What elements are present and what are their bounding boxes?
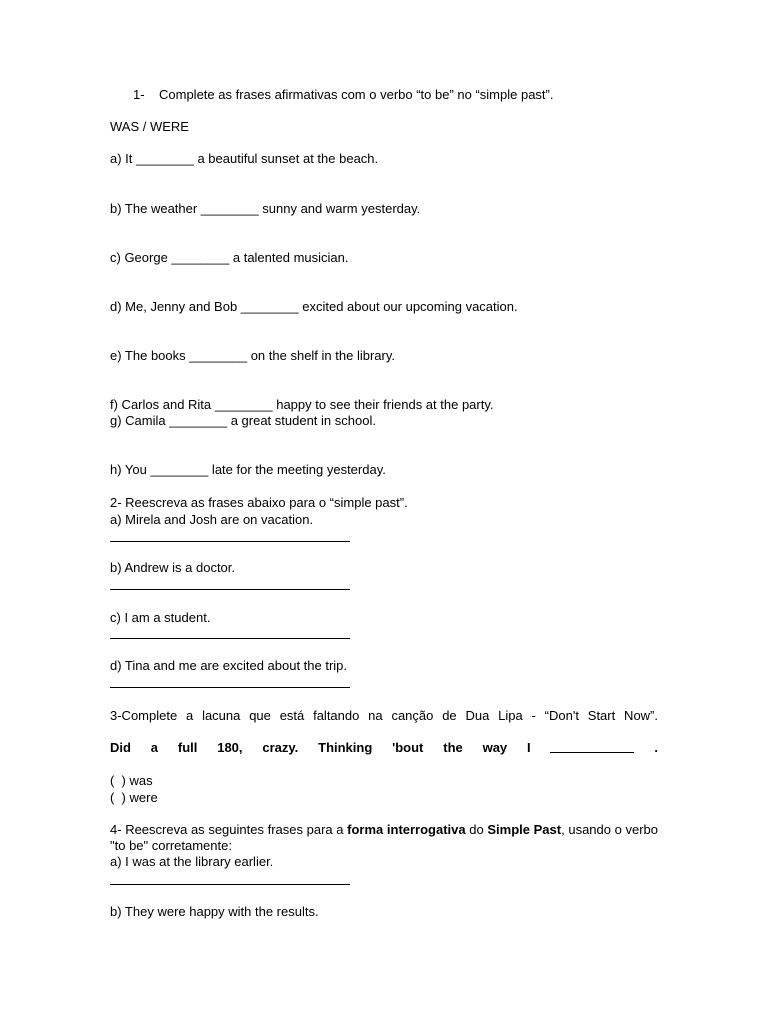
q2-item-d: d) Tina and me are excited about the trip. [110,658,348,673]
lyric-word: 'bout [392,740,424,755]
q4-item-a: a) I was at the library earlier. [110,854,274,869]
lyric-word: Thinking [318,740,373,755]
q1-item-h: h) You ________ late for the meeting yesterday. [110,462,386,477]
answer-line[interactable] [110,687,350,688]
lyric-end: . [654,740,658,755]
q2-item-b: b) Andrew is a doctor. [110,560,236,575]
lyric-word: Did [110,740,131,755]
q1-item-b: b) The weather ________ sunny and warm yesterday. [110,201,421,216]
lyric-word: way [482,740,508,755]
answer-line[interactable] [110,884,350,885]
q4-title-mid: do [465,822,488,837]
q1-item-g: g) Camila ________ a great student in school. [110,413,376,428]
q1-item-c: c) George ________ a talented musician. [110,250,349,265]
q3-option-was[interactable]: ( ) was [110,773,153,788]
q4-item-b: b) They were happy with the results. [110,904,319,919]
q1-item-f: f) Carlos and Rita ________ happy to see their friends at the party. [110,397,494,412]
q2-item-a: a) Mirela and Josh are on vacation. [110,512,314,527]
answer-line[interactable] [110,638,350,639]
q2-item-c: c) I am a student. [110,610,211,625]
q3-option-were[interactable]: ( ) were [110,790,158,805]
q2-title: 2- Reescreva as frases abaixo para o “simple past”. [110,495,408,510]
q4-title-suffix: , usando o verbo "to be" corretamente: [110,822,658,853]
lyric-word: full [177,740,198,755]
q1-item-d: d) Me, Jenny and Bob ________ excited about our upcoming vacation. [110,299,518,314]
q1-item-e: e) The books ________ on the shelf in the library. [110,348,395,363]
lyric-word: the [443,740,463,755]
q3-title: 3-Complete a lacuna que está faltando na canção de Dua Lipa - “Don't Start Now”. [110,708,658,723]
lyric-word: a [150,740,159,755]
lyric-word: I [527,740,531,755]
lyric-word: 180, [217,740,243,755]
lyric-word: crazy. [262,740,299,755]
q4-title-bold-2: Simple Past [487,822,562,837]
lyric-blank[interactable] [550,740,634,753]
q4-title [110,822,658,854]
answer-line[interactable] [110,589,350,590]
q4-title-prefix: 4- Reescreva as seguintes frases para a [110,822,348,837]
q1-title: 1- Complete as frases afirmativas com o verbo “to be” no “simple past”. [133,87,554,102]
q1-item-a: a) It ________ a beautiful sunset at the beach. [110,151,379,166]
q3-lyric [110,740,658,756]
answer-line[interactable] [110,541,350,542]
q4-title-bold-1: forma interrogativa [347,822,466,837]
q1-options: WAS / WERE [110,119,189,134]
